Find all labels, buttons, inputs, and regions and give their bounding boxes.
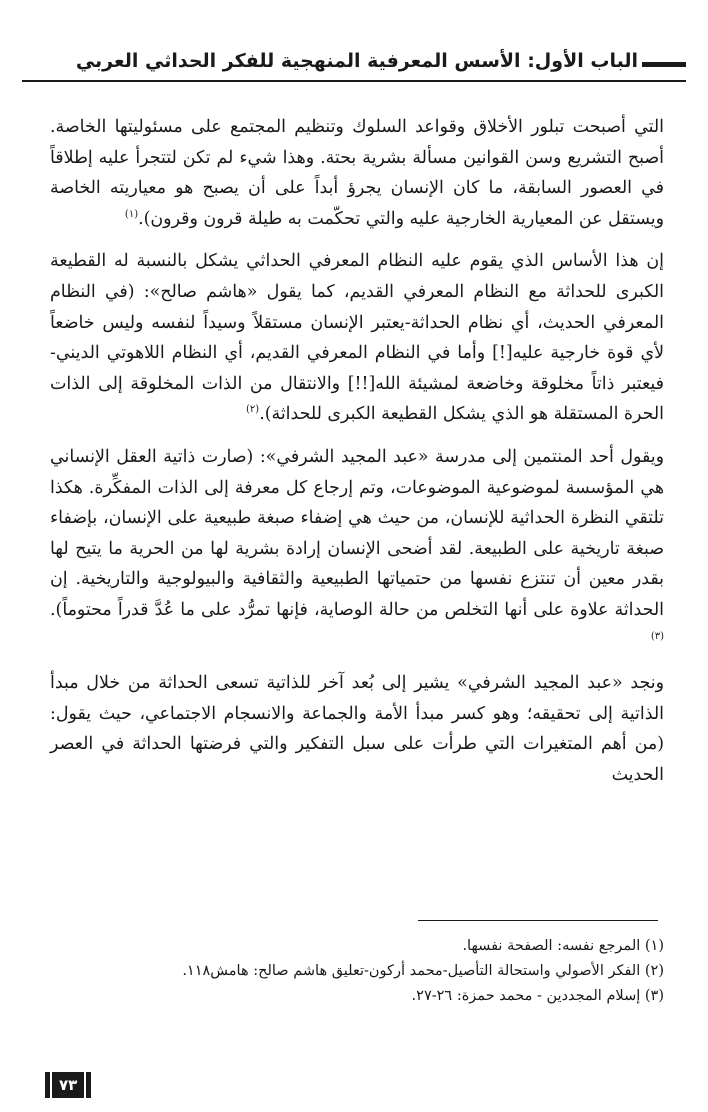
page-number-bar-right	[86, 1072, 91, 1098]
paragraph-2	[50, 246, 664, 430]
paragraph-3	[50, 442, 664, 656]
footnote-ref-1: (١)	[124, 208, 139, 220]
paragraph-1	[50, 112, 664, 234]
paragraph-text: إن هذا الأساس الذي يقوم عليه النظام المعرفي الحداثي يشكل بالنسبة له القطيعة الكبرى للحداثة مع النظام المعرفي القديم، كما يقول «هاشم صالح»: (في النظام المعرفي الحديث، أي نظام الحداثة-يعتبر الإنسان مستقلاً وسيداً لنفسه وليس خاضعاً لأي قوة خارجية عليه[!] وأما في النظام المعرفي القديم، أي النظام اللاهوتي الديني- فيعتبر ذاتاً مخلوقة وخاضعة لمشيئة الله[!!] والانتقال من الذات المخلوقة إلى الذات الحرة المستقلة هو الذي يشكل القطيعة الكبرى للحداثة).	[50, 251, 664, 425]
header-rule	[22, 80, 686, 82]
footnote-separator	[418, 920, 658, 921]
footnote-ref-2: (٢)	[246, 404, 260, 416]
header-ornament	[642, 62, 686, 67]
page-number-bar-left	[45, 1072, 50, 1098]
main-text	[50, 112, 664, 802]
page-number-block	[45, 1072, 91, 1098]
paragraph-text: ويقول أحد المنتمين إلى مدرسة «عبد المجيد الشرفي»: (صارت ذاتية العقل الإنساني هي المؤسسة لموضوعية الموضوعات، وتم إرجاع كل معرفة إلى الذات المفكِّرة. هكذا تلتقي النظرة الحداثية للإنسان، من حيث هي إضفاء صبغة طبيعية على الإنسان، بإضفاء صبغة تاريخية على الطبيعة. لقد أضحى الإنسان إرادة بشرية لها من الحرية ما يتيح لها بقدر معين أن تنتزع نفسها من حتمياتها الطبيعية والثقافية والبيولوجية والتاريخية. إن الحداثة علاوة على أنها التخلص من حالة الوصاية، فإنها تمرُّد على ما عُدَّ قدراً محتوماً).	[50, 446, 664, 620]
footnote-ref-3: (٣)	[650, 630, 664, 642]
footnote-2: (٢) الفكر الأصولي واستحالة التأصيل-محمد أركون-تعليق هاشم صالح: هامش١١٨.	[182, 963, 664, 979]
paragraph-4	[50, 668, 664, 790]
footnote-1: (١) المرجع نفسه: الصفحة نفسها.	[462, 938, 664, 954]
header-title: الباب الأول: الأسس المعرفية المنهجية للفكر الحداثي العربي	[75, 50, 638, 72]
paragraph-text: التي أصبحت تبلور الأخلاق وقواعد السلوك وتنظيم المجتمع على مسئوليتها الخاصة. أصبح التشريع وسن القوانين مسألة بشرية بحتة. وهذا شيء لم تكن لتتجرأ عليه إطلاقاً في العصور السابقة، ما كان الإنسان يجرؤ أبداً على أن يصبح هو معياريته الخاصة ويستقل عن المعيارية الخارجية عليه والتي تحكّمت به طيلة قرون وقرون).	[50, 117, 664, 229]
paragraph-text: ونجد «عبد المجيد الشرفي» يشير إلى بُعد آخر للذاتية تسعى الحداثة من خلال مبدأ الذاتية إلى تحقيقه؛ وهو كسر مبدأ الأمة والجماعة والانسجام الاجتماعي، حيث يقول: (من أهم المتغيرات التي طرأت على سبل التفكير والتي فرضتها الحداثة في العصر الحديث	[50, 673, 664, 785]
page-number: ٧٣	[52, 1072, 84, 1098]
running-header	[22, 48, 686, 84]
footnotes	[50, 934, 664, 1009]
footnote-3: (٣) إسلام المجددين - محمد حمزة: ٢٦-٢٧.	[411, 988, 664, 1004]
